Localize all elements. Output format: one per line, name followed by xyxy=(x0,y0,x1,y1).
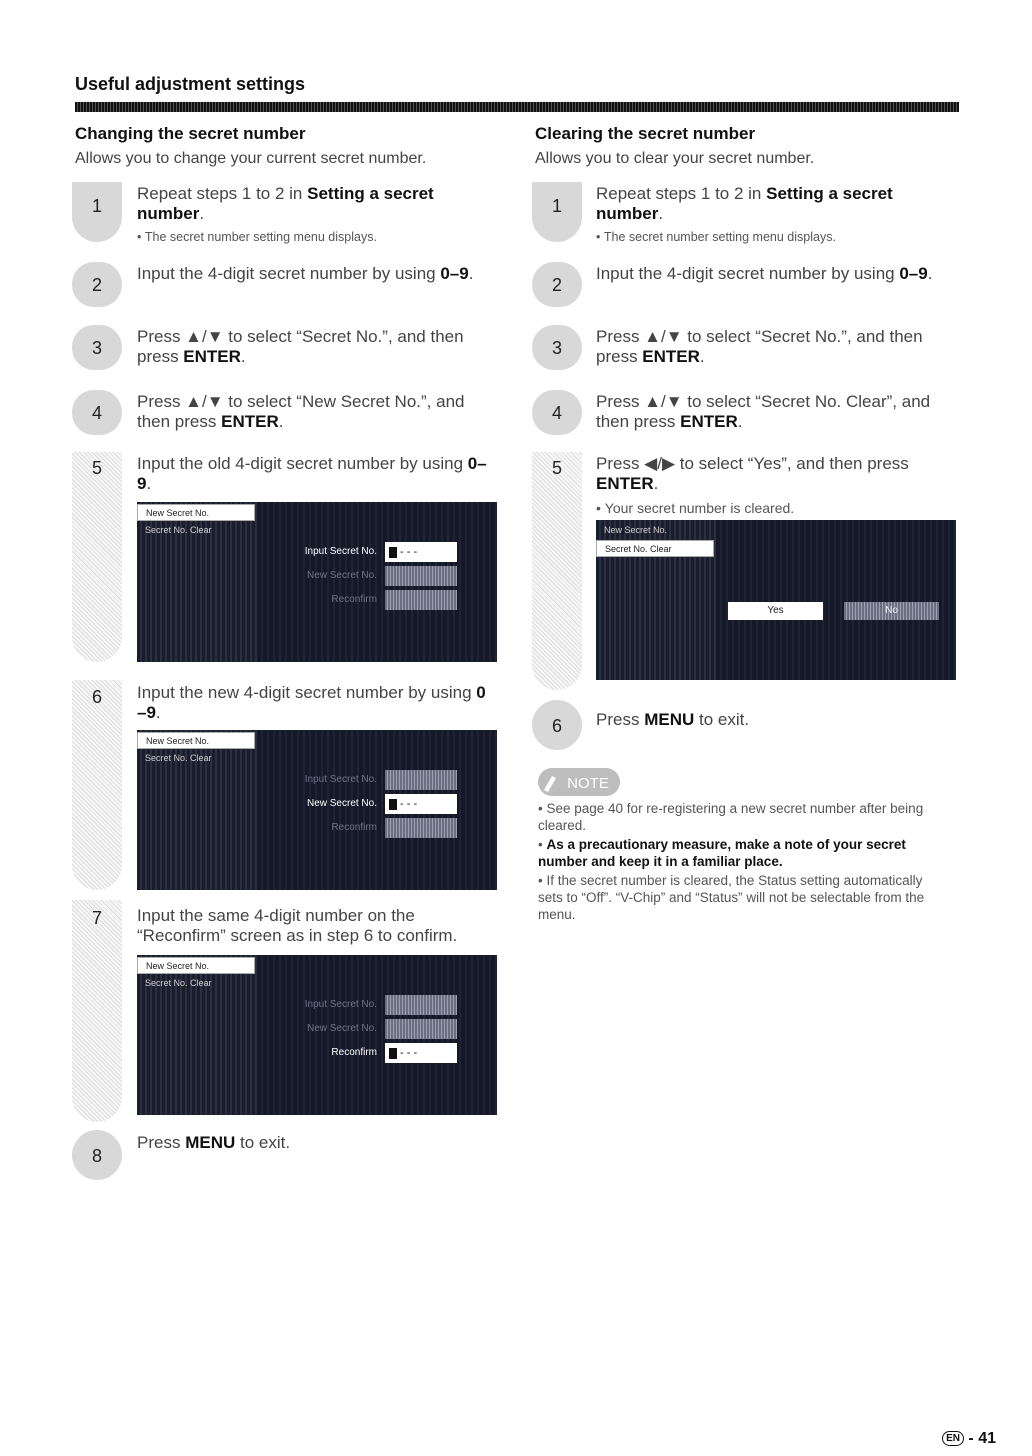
step-3-badge xyxy=(72,325,122,385)
right-step-6-text: Press MENU to exit. xyxy=(596,710,750,729)
reconfirm-box xyxy=(385,590,457,610)
right-section-desc: Allows you to clear your secret number. xyxy=(535,150,815,167)
left-step-1-bullet: • The secret number setting menu displays. xyxy=(137,230,377,244)
left-step-8-text: Press MENU to exit. xyxy=(137,1133,291,1152)
row-new-secret: New Secret No. xyxy=(306,798,377,809)
menu-secret-clear: Secret No. Clear xyxy=(145,978,212,988)
right-step-5-text: Press ◀/▶ to select “Yes”, and then press ENTER. xyxy=(596,454,909,493)
language-badge: EN xyxy=(942,1431,964,1446)
header-rule xyxy=(75,102,959,112)
row-reconfirm: Reconfirm xyxy=(331,822,377,833)
reconfirm-box: - - - xyxy=(385,1043,457,1063)
right-step-1-text: Repeat steps 1 to 2 in Setting a secret number. xyxy=(596,184,893,223)
svg-text:NOTE: NOTE xyxy=(567,775,609,792)
right-step-3-text: Press ▲/▼ to select “Secret No.”, and then press ENTER. xyxy=(596,327,923,366)
menu-secret-clear: Secret No. Clear xyxy=(145,525,212,535)
menu-new-secret: New Secret No. xyxy=(137,957,255,974)
step-6-bar xyxy=(72,680,122,890)
note-item-3: • If the secret number is cleared, the Status setting automatically sets to “Off”. “V-Chip” and “Status” will not be selectable from the menu. xyxy=(538,873,925,922)
svg-text:2: 2 xyxy=(91,275,103,295)
step-6-number: 6 xyxy=(91,687,102,707)
row-input-secret: Input Secret No. xyxy=(304,774,377,785)
step-3-badge xyxy=(532,325,582,385)
row-reconfirm: Reconfirm xyxy=(331,594,377,605)
row-new-secret: New Secret No. xyxy=(306,570,377,581)
svg-text:6: 6 xyxy=(551,716,563,736)
svg-text:3: 3 xyxy=(91,338,103,358)
menu-secret-clear: Secret No. Clear xyxy=(596,540,714,557)
step-6-badge xyxy=(532,700,582,760)
menu-new-secret: New Secret No. xyxy=(137,732,255,749)
new-secret-box: - - - xyxy=(385,794,457,814)
left-step-5-text: Input the old 4-digit secret number by using 0–9. xyxy=(137,454,487,493)
left-step-1-text: Repeat steps 1 to 2 in Setting a secret number. xyxy=(137,184,434,223)
input-secret-box: - - - xyxy=(385,542,457,562)
svg-text:2: 2 xyxy=(551,275,563,295)
new-secret-box xyxy=(385,566,457,586)
right-step-2-text: Input the 4-digit secret number by using 0–9. xyxy=(596,264,933,283)
tv-screen-step-5 xyxy=(137,502,497,662)
left-step-7-text: Input the same 4-digit number on the “Reconfirm” screen as in step 6 to confirm. xyxy=(137,906,458,945)
step-4-badge xyxy=(72,390,122,450)
row-reconfirm: Reconfirm xyxy=(331,1047,377,1058)
input-secret-box xyxy=(385,770,457,790)
reconfirm-box xyxy=(385,818,457,838)
page-number: - 41 xyxy=(968,1430,996,1447)
tv-screen-step-7 xyxy=(137,955,497,1115)
note-badge xyxy=(538,768,620,796)
step-5-number: 5 xyxy=(551,458,562,478)
step-2-badge xyxy=(532,262,582,322)
note-item-2: • As a precautionary measure, make a note of your secret number and keep it in a familiar place. xyxy=(538,837,906,869)
right-step-5-bullet: • Your secret number is cleared. xyxy=(596,500,795,516)
step-8-badge xyxy=(72,1130,122,1190)
page-header: Useful adjustment settings xyxy=(75,74,306,94)
step-7-number: 7 xyxy=(91,908,102,928)
step-1-badge xyxy=(532,182,582,242)
input-secret-box xyxy=(385,995,457,1015)
right-step-4-text: Press ▲/▼ to select “Secret No. Clear”, and then press ENTER. xyxy=(596,392,931,431)
menu-new-secret: New Secret No. xyxy=(137,504,255,521)
left-section-desc: Allows you to change your current secret number. xyxy=(75,150,427,167)
left-step-4-text: Press ▲/▼ to select “New Secret No.”, and then press ENTER. xyxy=(137,392,465,431)
svg-text:3: 3 xyxy=(551,338,563,358)
svg-text:4: 4 xyxy=(551,403,563,423)
page-footer xyxy=(942,1430,996,1448)
row-input-secret: Input Secret No. xyxy=(304,999,377,1010)
step-1-number: 1 xyxy=(91,196,103,216)
right-step-1-bullet: • The secret number setting menu displays. xyxy=(596,230,836,244)
svg-text:1: 1 xyxy=(551,196,563,216)
step-4-badge xyxy=(532,390,582,450)
no-option: No xyxy=(844,602,939,620)
menu-new-secret: New Secret No. xyxy=(604,525,668,535)
row-input-secret: Input Secret No. xyxy=(304,546,377,557)
tv-screen-step-6 xyxy=(137,730,497,890)
step-2-badge xyxy=(72,262,122,322)
step-1-badge xyxy=(72,182,122,242)
right-section-title: Clearing the secret number xyxy=(535,124,756,143)
step-5-bar xyxy=(72,452,122,662)
left-step-2-text: Input the 4-digit secret number by using 0–9. xyxy=(137,264,474,283)
step-5-bar xyxy=(532,452,582,690)
yes-option: Yes xyxy=(728,602,823,620)
svg-text:8: 8 xyxy=(91,1146,103,1166)
tv-screen-clear xyxy=(596,520,956,680)
left-section-title: Changing the secret number xyxy=(75,124,306,143)
left-step-3-text: Press ▲/▼ to select “Secret No.”, and then press ENTER. xyxy=(137,327,464,366)
row-new-secret: New Secret No. xyxy=(306,1023,377,1034)
step-7-bar xyxy=(72,900,122,1122)
svg-text:4: 4 xyxy=(91,403,103,423)
menu-secret-clear: Secret No. Clear xyxy=(145,753,212,763)
note-item-1: • See page 40 for re-registering a new secret number after being cleared. xyxy=(538,801,924,833)
new-secret-box xyxy=(385,1019,457,1039)
step-5-number: 5 xyxy=(91,458,102,478)
left-step-6-text: Input the new 4-digit secret number by using 0 –9. xyxy=(137,683,486,722)
